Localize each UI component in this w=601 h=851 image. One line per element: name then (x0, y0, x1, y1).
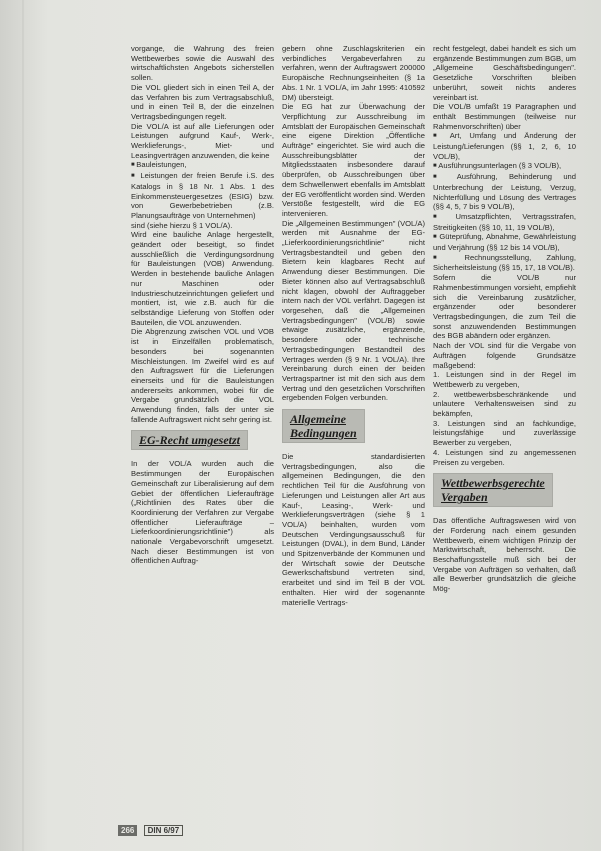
paragraph: Das öffentliche Auftragswesen wird von der Forderung nach einem gesunden Wettbewerb, einem wichtigen Prinzip der Marktwirtschaft, beherrscht. Die Beschaffungsstelle muß sich bei der Vergabe von Aufträgen so verhalten, daß alle Bewerber grundsätzlich die gleiche Mög- (433, 516, 576, 594)
bullet-item: ■ Ausführungsunterlagen (§ 3 VOL/B), (433, 161, 576, 172)
list-item: 1. Leistungen sind in der Regel im Wettbewerb zu vergeben, (433, 370, 576, 389)
bullet-item: ■ Art, Umfang und Änderung der Leistung/Lieferungen (§§ 1, 2, 6, 10 VOL/B), (433, 131, 576, 161)
page-crease (22, 0, 24, 851)
heading-text: EG-Recht umgesetzt (139, 433, 240, 448)
bullet-item: ■ Rechnungsstellung, Zahlung, Sicherheitsleistung (§§ 15, 17, 18 VOL/B). (433, 253, 576, 273)
section-heading (131, 430, 248, 450)
issue-label: DIN 6/97 (144, 825, 184, 836)
heading-text-line-2: Bedingungen (290, 426, 357, 441)
page-number: 266 (118, 825, 137, 836)
paragraph: recht festgelegt, dabei handelt es sich um ergänzende Bestimmungen zum BGB, um „Allgemeine Geschäftsbedingungen". Gesetzliche Vorschriften bleiben unberührt, soweit nichts anderes vereinbart ist. (433, 44, 576, 102)
section-heading (282, 409, 365, 443)
text-column-3 (433, 44, 576, 594)
paragraph: Die VOL/B umfaßt 19 Paragraphen und enthält Bestimmungen (teilweise nur Rahmenvorschriften) über (433, 102, 576, 131)
paragraph: Die standardisierten Vertragsbedingungen, also die allgemeinen Bedingungen, die den rechtlichen Teil für die Ausführung von Lieferungen und Leistungen aller Art aus Kauf-, Leasing-, Werk- und Werklieferungsverträgen (siehe § 1 VOL/A) beinhalten, wurden vom Deutschen Verdingungsausschuß für Leistungen (DVAL), in dem Bund, Länder und Spitzenverbände der Kommunen und der Wirtschaft sowie der Deutsche Gewerkschaftsbund vertreten sind, erarbeitet und sind im Teil B der VOL enthalten. Hier wird der sogenannte materielle Vertrags- (282, 452, 425, 607)
bullet-item: ■ Ausführung, Behinderung und Unterbrechung der Leistung, Verzug, Nichterfüllung und Lösung des Vertrages (§§ 4, 5, 7 bis 9 VOL/B), (433, 172, 576, 212)
paragraph: Die VOL/A ist auf alle Lieferungen oder Leistungen aufgrund Kauf-, Werk-, Werklieferungs-, Miet- und Leasingverträgen anzuwenden, die keine (131, 121, 274, 160)
section-heading (433, 473, 553, 507)
paragraph: sind (siehe hierzu § 1 VOL/A). (131, 220, 233, 230)
paragraph: In der VOL/A wurden auch die Bestimmungen der Europäischen Gemeinschaft zur Liberalisierung auf dem Gebiet der öffentlichen Lieferaufträge („Richtlinien des Rates über die Koordinierung der Verfahren zur Vergabe öffentlicher Lieferaufträge – Lieferkoordinierungsrichtlinie") als nationale Vergabevorschrift umgesetzt. Nach dieser Bestimmungen ist von öffentlichen Auftrag- (131, 459, 274, 566)
paragraph: Die EG hat zur Überwachung der Verpflichtung zur Ausschreibung im Amtsblatt der Europäischen Gemeinschaft eine eigene Direktion „Öffentliche Aufträge" eingerichtet. Sie wird auch die Ausschreibungsblätter der Mitgliedsstaaten insbesondere darauf überprüfen, ob Ausschreibungen über dem Schwellenwert ebenfalls im Amtsblatt der EG veröffentlicht worden sind. Werden Verstöße festgestellt, wird die EG intervenieren. (282, 102, 425, 218)
paragraph: vorgange, die Wahrung des freien Wettbewerbes sowie die Auswahl des wirtschaftlichsten Angebots sicherstellen sollen. (131, 44, 274, 83)
heading-text-line-1: Wettbewerbsgerechte (441, 476, 545, 491)
paragraph: Nach der VOL sind für die Vergabe von Aufträgen folgende Grundsätze maßgebend: (433, 341, 576, 370)
paragraph: Die „Allgemeinen Bestimmungen" (VOL/A) werden mit Ausnahme der EG-„Lieferkoordinierungsrichtlinie" nicht Vertragsbestandteil und geben den Bietern kein klagbares Recht auf Anwendung dieser Bestimmungen. Die Bieter können also auf Vertragsabschluß nicht klagen, obwohl der Auftraggeber intern nach der VOL verfährt. Dagegen ist vorgesehen, daß die „Allgemeinen Vertragsbedingungen" (VOL/B) sowie etwaige zusätzliche, ergänzende, besondere oder technische Vertragsbedingungen Bestandteil des Vertrages werden (§ 9 Nr. 1 VOL/A). Ihre Vereinbarung durch einen der beiden Vertragspartner ist mit den sich aus dem Vertrag und den gesetzlichen Vorschriften ergebenden Folgen verbunden. (282, 218, 425, 403)
bullet-item: ■ Umsatzpflichten, Vertragsstrafen, Streitigkeiten (§§ 10, 11, 19 VOL/B), (433, 212, 576, 232)
bullet-item: ■ Leistungen der freien Berufe i.S. des Katalogs in § 18 Nr. 1 Abs. 1 des Einkommensteuergesetzes (ESIG) bzw. von Gewerbebetrieben (z.B. Planungsaufträge von Unternehmen) (131, 171, 274, 221)
heading-text-line-1: Allgemeine (290, 412, 346, 427)
paragraph: Die VOL gliedert sich in einen Teil A, der das Verfahren bis zum Vertragsabschluß, und in einen Teil B, der die einzelnen Vertragsbedingungen regelt. (131, 82, 274, 121)
text-column-2 (282, 44, 425, 607)
paragraph: Wird eine bauliche Anlage hergestellt, geändert oder beseitigt, so findet ausschließlich die Verdingungsordnung für Bauleistungen (VOB) Anwendung. Werden in bestehende bauliche Anlagen nur Maschinen oder Industrieschutzeinrichtungen geliefert und montiert, ist, wie z.B. auch für die selbständige Lieferung von Stoffen oder Bauteilen, die VOL anzuwenden. (131, 230, 274, 327)
paragraph: Sofern die VOL/B nur Rahmenbestimmungen vorsieht, empfiehlt sich die Vereinbarung zusätzlicher, ergänzender oder besonderer Vertragsbedingungen, die zum Teil die sonst anzuwendenden Bestimmungen des BGB abändern oder ergänzen. (433, 273, 576, 341)
heading-text-line-2: Vergaben (441, 490, 488, 505)
paragraph: Die Abgrenzung zwischen VOL und VOB ist in Einzelfällen problematisch, besonders bei sogenannten Mischleistungen. Im Zweifel wird es auf den Auftragswert für die Lieferungen einerseits und für die Bauleistungen andererseits ankommen, wobei für die Vergabe grundsätzlich die VOL Anwendung finden, falls der unter sie fallende Auftragswert nicht sehr gering ist. (131, 327, 274, 424)
list-item: 2. wettbewerbsbeschränkende und unlautere Verhaltensweisen sind zu bekämpfen, (433, 389, 576, 419)
bullet-item: ■ Güteprüfung, Abnahme, Gewährleistung und Verjährung (§§ 12 bis 14 VOL/B), (433, 232, 576, 252)
text-column-1 (131, 44, 274, 566)
bullet-item: ■ Bauleistungen, (131, 160, 274, 171)
paragraph: gebern ohne Zuschlagskriterien ein verbindliches Vergabeverfahren zu verfahren, wenn der Auftragswert 200000 Europäische Rechnungseinheiten (§ 1a Abs. 1 Nr. 1 VOL/A, im Jahr 1995: 410592 DM) übersteigt. (282, 44, 425, 102)
list-item: 4. Leistungen sind zu angemessenen Preisen zu vergeben. (433, 447, 576, 467)
list-item: 3. Leistungen sind an fachkundige, leistungsfähige und zuverlässige Bewerber zu vergeben, (433, 418, 576, 448)
page-footer (118, 825, 183, 836)
